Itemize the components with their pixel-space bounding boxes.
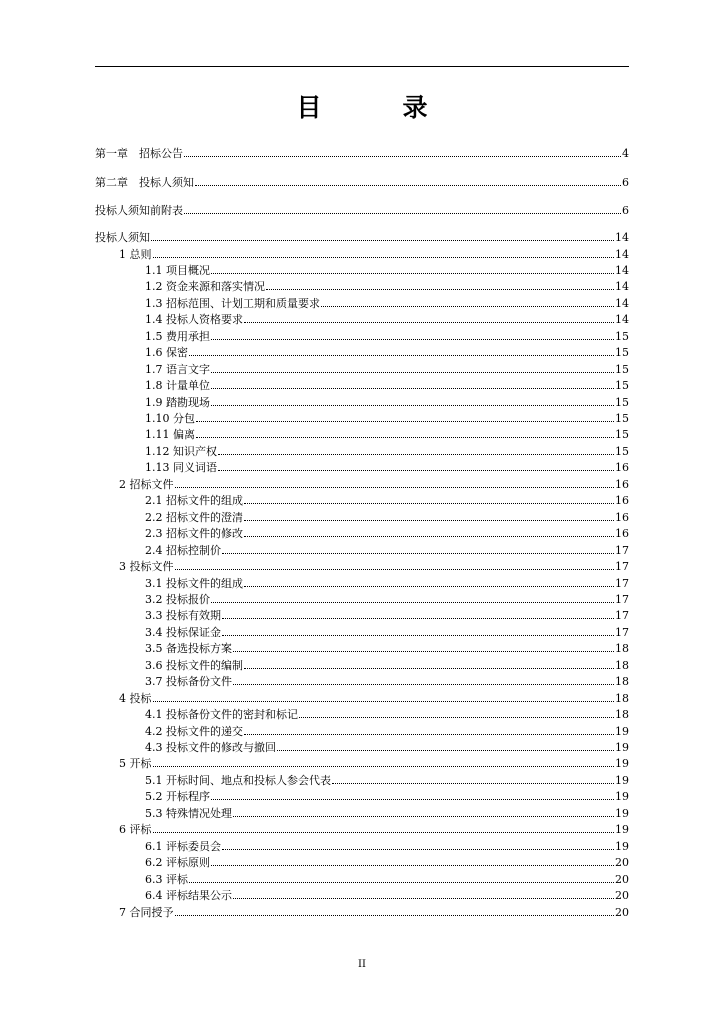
toc-entry-label: 5 开标: [119, 757, 152, 771]
toc-entry-label: 6.2 评标原则: [145, 856, 210, 870]
toc-entry-label: 4.1 投标备份文件的密封和标记: [145, 708, 298, 722]
toc-entry[interactable]: [95, 754, 629, 770]
dot-leader: [332, 783, 614, 784]
page-title: 目 录: [296, 93, 456, 122]
dot-leader: [196, 437, 614, 438]
toc-entry-page: 20: [615, 889, 629, 903]
toc-entry[interactable]: [95, 738, 629, 754]
toc-entry-page: 15: [615, 412, 629, 425]
dot-leader: [244, 322, 614, 323]
dot-leader: [153, 257, 615, 258]
toc-entry-page: 17: [615, 560, 629, 574]
toc-entry-page: 14: [615, 263, 629, 277]
toc-entry[interactable]: [95, 722, 629, 738]
toc-entry[interactable]: [95, 771, 629, 787]
dot-leader: [211, 388, 614, 389]
toc-entry[interactable]: [95, 837, 629, 853]
toc-entry-page: 16: [615, 477, 629, 491]
dot-leader: [196, 421, 614, 422]
toc-entry[interactable]: [95, 277, 629, 293]
dot-leader: [211, 273, 614, 274]
toc-entry-page: 19: [615, 773, 629, 787]
toc-entry[interactable]: [95, 656, 629, 672]
toc-entry-page: 16: [615, 494, 629, 508]
toc-entry-label: 3.3 投标有效期: [145, 609, 221, 623]
toc-entry[interactable]: [95, 524, 629, 540]
toc-entry-label: 5.1 开标时间、地点和投标人参会代表: [145, 773, 331, 787]
toc-entry-page: 17: [615, 543, 629, 557]
dot-leader: [153, 832, 615, 833]
toc-entry-label: 1.9 踏勘现场: [145, 395, 210, 409]
toc-entry[interactable]: [95, 442, 629, 458]
dot-leader: [222, 849, 614, 850]
toc-entry-page: 15: [615, 362, 629, 376]
toc-entry-label: 6.1 评标委员会: [145, 839, 221, 853]
dot-leader: [175, 569, 615, 570]
toc-entry[interactable]: [95, 820, 629, 836]
toc-entry[interactable]: [95, 672, 629, 688]
toc-entry-page: 19: [615, 823, 629, 837]
dot-leader: [233, 651, 614, 652]
toc-entry-label: 3.6 投标文件的编制: [145, 658, 243, 672]
toc-entry[interactable]: [95, 590, 629, 606]
dot-leader: [266, 289, 614, 290]
toc-entry-page: 19: [615, 806, 629, 820]
toc-entry-label: 2.4 招标控制价: [145, 543, 221, 557]
toc-entry[interactable]: [95, 294, 629, 310]
toc-entry-label: 1 总则: [119, 247, 152, 261]
dot-leader: [175, 915, 615, 916]
dot-leader: [211, 602, 614, 603]
toc-entry-label: 1.4 投标人资格要求: [145, 313, 243, 327]
toc-entry-label: 1.2 资金来源和落实情况: [145, 280, 265, 294]
toc-entry[interactable]: [95, 393, 629, 409]
toc-entry[interactable]: [95, 425, 629, 441]
dot-leader: [175, 487, 615, 488]
dot-leader: [299, 717, 614, 718]
toc-entry-page: 19: [615, 741, 629, 754]
toc-entry-label: 投标人须知前附表: [95, 204, 183, 217]
dot-leader: [233, 684, 614, 685]
toc-entry-label: 3.7 投标备份文件: [145, 675, 232, 689]
toc-entry[interactable]: [95, 144, 629, 160]
dot-leader: [184, 156, 621, 157]
toc-entry[interactable]: [95, 508, 629, 524]
dot-leader: [153, 701, 615, 702]
toc-entry[interactable]: [95, 639, 629, 655]
toc-entry-page: 14: [615, 247, 629, 261]
dot-leader: [189, 355, 614, 356]
toc-entry-label: 1.6 保密: [145, 346, 188, 360]
dot-leader: [211, 339, 614, 340]
toc-entry-page: 14: [615, 280, 629, 294]
toc-entry-label: 3.4 投标保证金: [145, 625, 221, 639]
toc-entry-label: 5.2 开标程序: [145, 790, 210, 804]
toc-entry[interactable]: [95, 623, 629, 639]
dot-leader: [222, 635, 614, 636]
toc-entry-page: 14: [615, 313, 629, 327]
toc-entry-label: 1.3 招标范围、计划工期和质量要求: [145, 296, 320, 310]
toc-entry-page: 15: [615, 379, 629, 393]
toc-entry-page: 14: [615, 296, 629, 310]
dot-leader: [244, 520, 614, 521]
toc-entry-label: 5.3 特殊情况处理: [145, 806, 232, 820]
toc-entry[interactable]: [95, 541, 629, 557]
toc-entry-page: 19: [615, 839, 629, 853]
toc-entry-label: 1.5 费用承担: [145, 329, 210, 343]
toc-entry[interactable]: [95, 409, 629, 425]
dot-leader: [244, 536, 614, 537]
toc-entry-label: 3 投标文件: [119, 560, 174, 574]
toc-entry-page: 18: [615, 708, 629, 722]
toc-entry-label: 1.10 分包: [145, 412, 195, 425]
toc-entry[interactable]: [95, 376, 629, 392]
toc-entry-page: 15: [615, 329, 629, 343]
toc-entry-label: 3.2 投标报价: [145, 592, 210, 606]
toc-entry[interactable]: [95, 458, 629, 474]
toc-entry-page: 19: [615, 757, 629, 771]
table-of-contents: [95, 0, 629, 1024]
dot-leader: [211, 372, 614, 373]
dot-leader: [244, 668, 614, 669]
toc-entry-label: 1.8 计量单位: [145, 379, 210, 393]
toc-entry[interactable]: [95, 804, 629, 820]
toc-entry-label: 6 评标: [119, 823, 152, 837]
dot-leader: [218, 454, 614, 455]
toc-entry[interactable]: [95, 903, 629, 919]
toc-entry-page: 6: [622, 176, 629, 189]
toc-entry[interactable]: [95, 557, 629, 573]
toc-entry[interactable]: [95, 870, 629, 886]
toc-entry-label: 2 招标文件: [119, 477, 174, 491]
toc-entry-page: 16: [615, 527, 629, 541]
toc-entry[interactable]: [95, 310, 629, 326]
toc-entry-page: 20: [615, 872, 629, 886]
toc-entry[interactable]: [95, 228, 629, 244]
toc-entry[interactable]: [95, 491, 629, 507]
toc-entry-page: 17: [615, 592, 629, 606]
toc-entry[interactable]: [95, 606, 629, 622]
toc-entry-page: 4: [622, 147, 629, 160]
toc-entry-label: 6.3 评标: [145, 872, 188, 886]
dot-leader: [184, 213, 621, 214]
dot-leader: [222, 618, 614, 619]
toc-entry[interactable]: [95, 853, 629, 869]
toc-entry-label: 4 投标: [119, 691, 152, 705]
toc-entry-label: 3.1 投标文件的组成: [145, 576, 243, 590]
dot-leader: [244, 586, 614, 587]
dot-leader: [218, 470, 614, 471]
toc-entry-page: 15: [615, 395, 629, 409]
dot-leader: [321, 306, 614, 307]
toc-entry[interactable]: [95, 327, 629, 343]
toc-entry-label: 第一章 招标公告: [95, 147, 183, 160]
dot-leader: [195, 185, 621, 186]
toc-entry-label: 投标人须知: [95, 231, 150, 244]
toc-entry-label: 2.2 招标文件的澄清: [145, 510, 243, 524]
toc-entry-label: 4.2 投标文件的递交: [145, 724, 243, 738]
dot-leader: [277, 750, 614, 751]
toc-entry-page: 15: [615, 428, 629, 442]
dot-leader: [222, 553, 614, 554]
toc-entry-page: 17: [615, 576, 629, 590]
toc-entry[interactable]: [95, 787, 629, 803]
toc-entry[interactable]: [95, 261, 629, 277]
dot-leader: [211, 865, 614, 866]
toc-entry[interactable]: [95, 173, 629, 189]
toc-entry-label: 3.5 备选投标方案: [145, 642, 232, 656]
toc-entry-page: 14: [615, 231, 629, 244]
toc-entry-label: 1.7 语言文字: [145, 362, 210, 376]
toc-entry[interactable]: [95, 201, 629, 217]
dot-leader: [233, 898, 614, 899]
dot-leader: [211, 405, 614, 406]
toc-entry-page: 20: [615, 905, 629, 919]
toc-entry-page: 18: [615, 691, 629, 705]
toc-entry[interactable]: [95, 343, 629, 359]
toc-entry[interactable]: [95, 245, 629, 261]
dot-leader: [211, 799, 614, 800]
toc-entry-page: 15: [615, 346, 629, 360]
toc-entry[interactable]: [95, 360, 629, 376]
dot-leader: [244, 734, 614, 735]
toc-entry-page: 17: [615, 625, 629, 639]
toc-entry[interactable]: [95, 574, 629, 590]
toc-entry-page: 20: [615, 856, 629, 870]
toc-entry[interactable]: [95, 705, 629, 721]
toc-entry-label: 6.4 评标结果公示: [145, 889, 232, 903]
toc-entry-page: 17: [615, 609, 629, 623]
toc-entry-label: 2.3 招标文件的修改: [145, 527, 243, 541]
dot-leader: [151, 240, 614, 241]
toc-entry-label: 4.3 投标文件的修改与撤回: [145, 741, 276, 754]
toc-entry-label: 第二章 投标人须知: [95, 176, 194, 189]
toc-entry-label: 1.11 偏离: [145, 428, 195, 442]
dot-leader: [189, 882, 614, 883]
toc-entry-label: 1.1 项目概况: [145, 263, 210, 277]
toc-entry[interactable]: [95, 886, 629, 902]
toc-entry-label: 1.12 知识产权: [145, 444, 217, 458]
dot-leader: [153, 766, 615, 767]
toc-entry-page: 19: [615, 790, 629, 804]
toc-entry-page: 16: [615, 510, 629, 524]
toc-entry-page: 18: [615, 642, 629, 656]
toc-entry[interactable]: [95, 475, 629, 491]
dot-leader: [244, 503, 614, 504]
toc-entry-page: 15: [615, 444, 629, 458]
toc-entry-page: 16: [615, 461, 629, 475]
page-number: II: [358, 959, 366, 970]
toc-entry-label: 2.1 招标文件的组成: [145, 494, 243, 508]
toc-entry-page: 19: [615, 724, 629, 738]
toc-entry-page: 18: [615, 675, 629, 689]
toc-entry-page: 18: [615, 658, 629, 672]
toc-entry-label: 1.13 同义词语: [145, 461, 217, 475]
toc-entry-page: 6: [622, 204, 629, 217]
toc-entry[interactable]: [95, 689, 629, 705]
toc-entry-label: 7 合同授予: [119, 905, 174, 919]
dot-leader: [233, 816, 614, 817]
